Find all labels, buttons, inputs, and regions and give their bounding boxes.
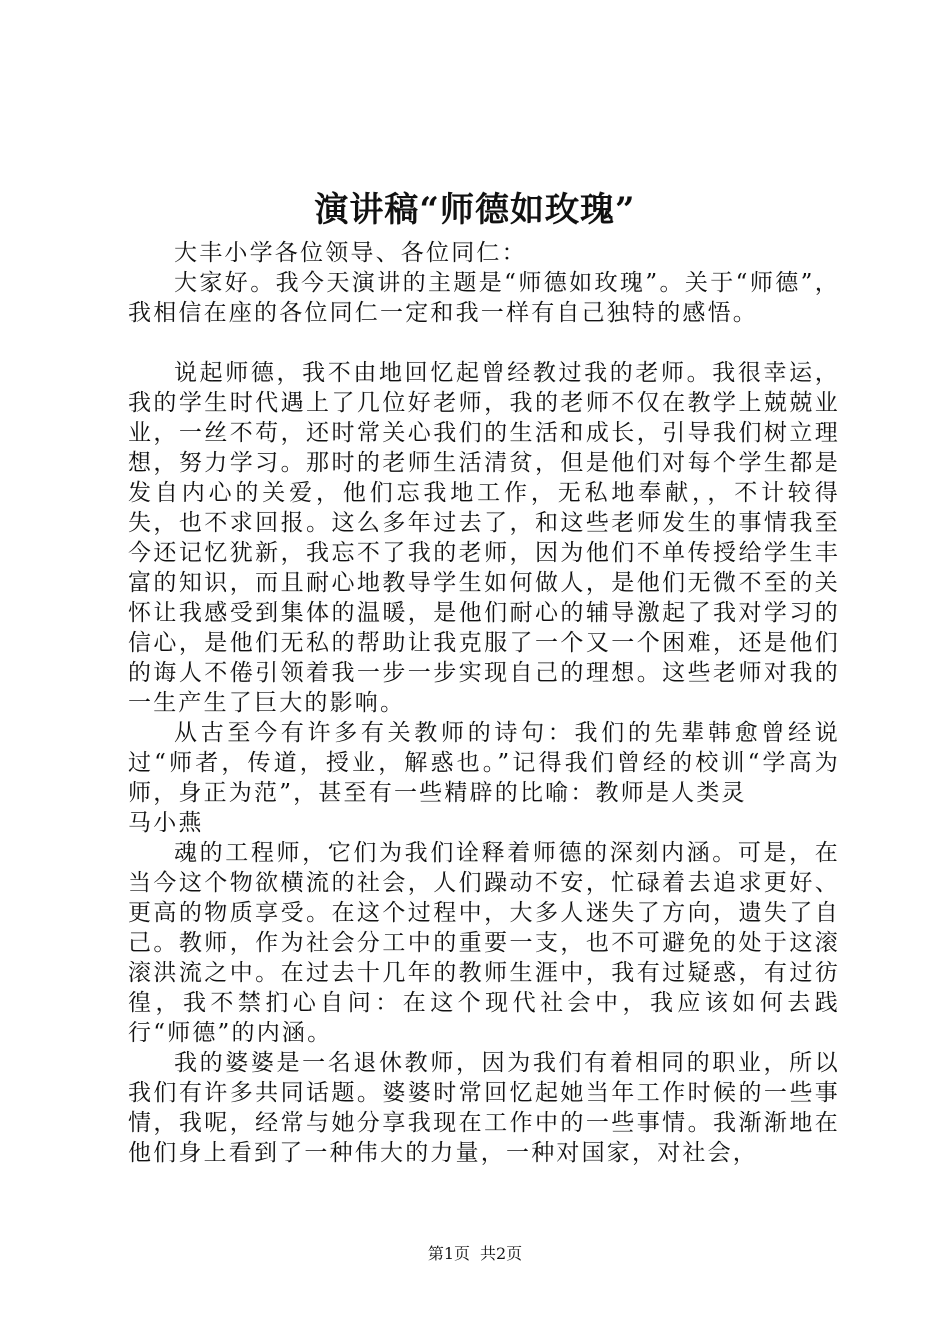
salutation: 大丰小学各位领导、各位同仁：: [174, 240, 527, 266]
paragraph: 大家好。我今天演讲的主题是“师德如玫瑰”。关于“师德”，我相信在座的各位同仁一定和我一样有自己独特的感悟。: [128, 270, 840, 326]
paragraph: 说起师德，我不由地回忆起曾经教过我的老师。我很幸运，我的学生时代遇上了几位好老师，我的老师不仅在教学上兢兢业业，一丝不苟，还时常关心我们的生活和成长，引导我们树立理想，努力学习。那时的老师生活清贫，但是他们对每个学生都是发自内心的关爱，他们忘我地工作，无私地奉献，，不计较得失，也不求回报。这么多年过去了，和这些老师发生的事情我至今还记忆犹新，我忘不了我的老师，因为他们不单传授给学生丰富的知识，而且耐心地教导学生如何做人，是他们无微不至的关怀让我感受到集体的温暖，是他们耐心的辅导激起了我对学习的信心，是他们无私的帮助让我克服了一个又一个困难，还是他们的诲人不倦引领着我一步一步实现自己的理想。这些老师对我的一生产生了巨大的影响。: [128, 360, 840, 716]
page-total: 共2页: [480, 1244, 523, 1263]
page-footer: [0, 1244, 950, 1264]
author-name: 马小燕: [128, 810, 204, 836]
document-body: [128, 238, 840, 1168]
paragraph: 魂的工程师，它们为我们诠释着师德的深刻内涵。可是，在当今这个物欲横流的社会，人们躁动不安，忙碌着去追求更好、更高的物质享受。在这个过程中，大多人迷失了方向，遗失了自己。教师，作为社会分工中的重要一支，也不可避免的处于这滚滚洪流之中。在过去十几年的教师生涯中，我有过疑惑，有过彷徨，我不禁扪心自问：在这个现代社会中，我应该如何去践行“师德”的内涵。: [128, 840, 840, 1046]
document-title: 演讲稿“师德如玫瑰”: [314, 190, 636, 230]
paragraph: 我的婆婆是一名退休教师，因为我们有着相同的职业，所以我们有许多共同话题。婆婆时常回忆起她当年工作时候的一些事情，我呢，经常与她分享我现在工作中的一些事情。我渐渐地在他们身上看到了一种伟大的力量，一种对国家，对社会，: [128, 1050, 840, 1166]
page-number: 第1页: [427, 1244, 470, 1263]
paragraph: 从古至今有许多有关教师的诗句：我们的先辈韩愈曾经说过“师者，传道，授业，解惑也。”记得我们曾经的校训“学高为师，身正为范”，甚至有一些精辟的比喻：教师是人类灵: [128, 720, 840, 806]
